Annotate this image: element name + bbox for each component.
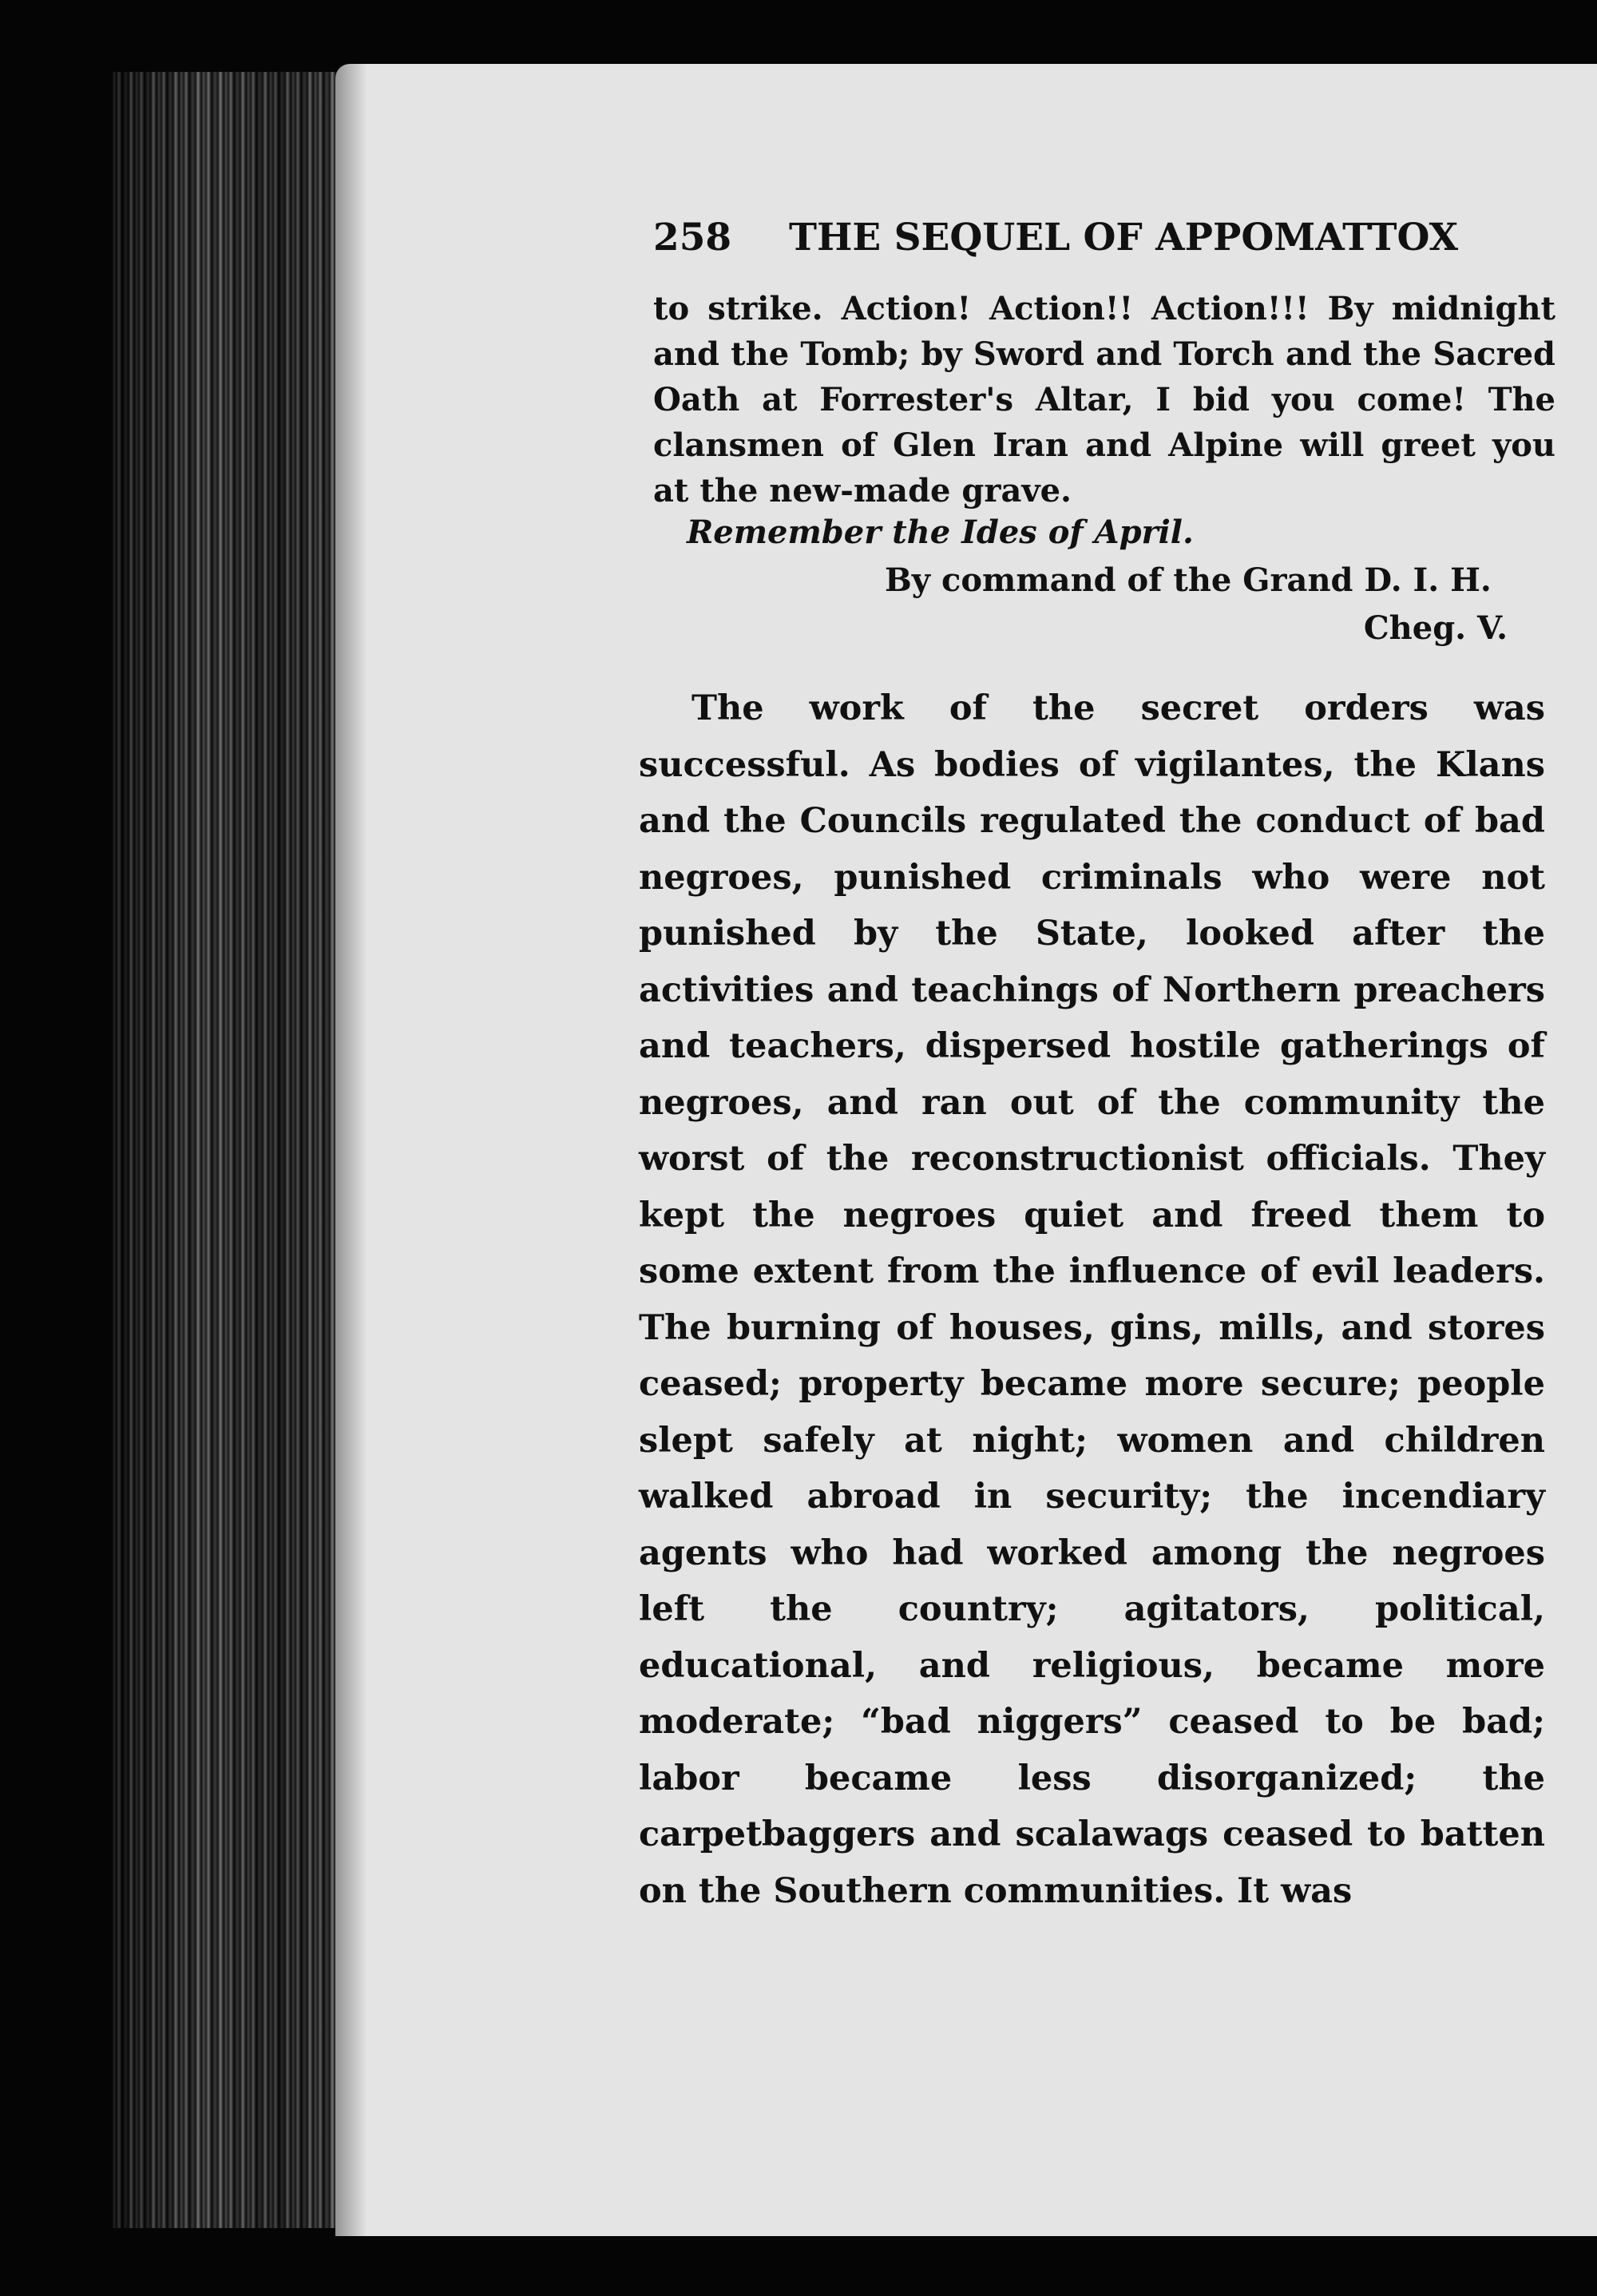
gutter-shadow [335, 64, 367, 2236]
page-number: 258 [653, 216, 732, 260]
running-header [653, 216, 1500, 260]
body-paragraph: The work of the secret orders was successful. As bodies of vigilantes, the Klans and the Councils regulated the conduct of bad negroes, punished criminals who were not punished by the State, looked after the activities and teachings of Northern preachers and teachers, dispersed hostile gatherings of negroes, and ran out of the community the worst of the reconstructionist officials. They kept the negroes quiet and freed them to some extent from the influence of evil leaders. The burning of houses, gins, mills, and stores ceased; property became more secure; people slept safely at night; women and children walked abroad in security; the incendiary agents who had worked among the negroes left the country; agitators, political, educational, and religious, became more moderate; “bad niggers” ceased to be bad; labor became less disorganized; the carpetbaggers and scalawags ceased to batten on the Southern communities. It was [639, 688, 1545, 1911]
command-line: By command of the Grand D. I. H. [885, 561, 1492, 599]
running-title: THE SEQUEL OF APPOMATTOX [789, 216, 1459, 260]
quoted-proclamation: to strike. Action! Action!! Action!!! By midnight and the Tomb; by Sword and Torch and the Sacred Oath at Forrester's Altar, I bid you come! The clansmen of Glen Iran and Alpine will greet you at the new-made grave. [653, 290, 1555, 510]
remember-line: Remember the Ides of April. [687, 514, 1194, 551]
signature-line: Cheg. V. [1363, 609, 1508, 647]
book-page-edges [112, 72, 351, 2228]
